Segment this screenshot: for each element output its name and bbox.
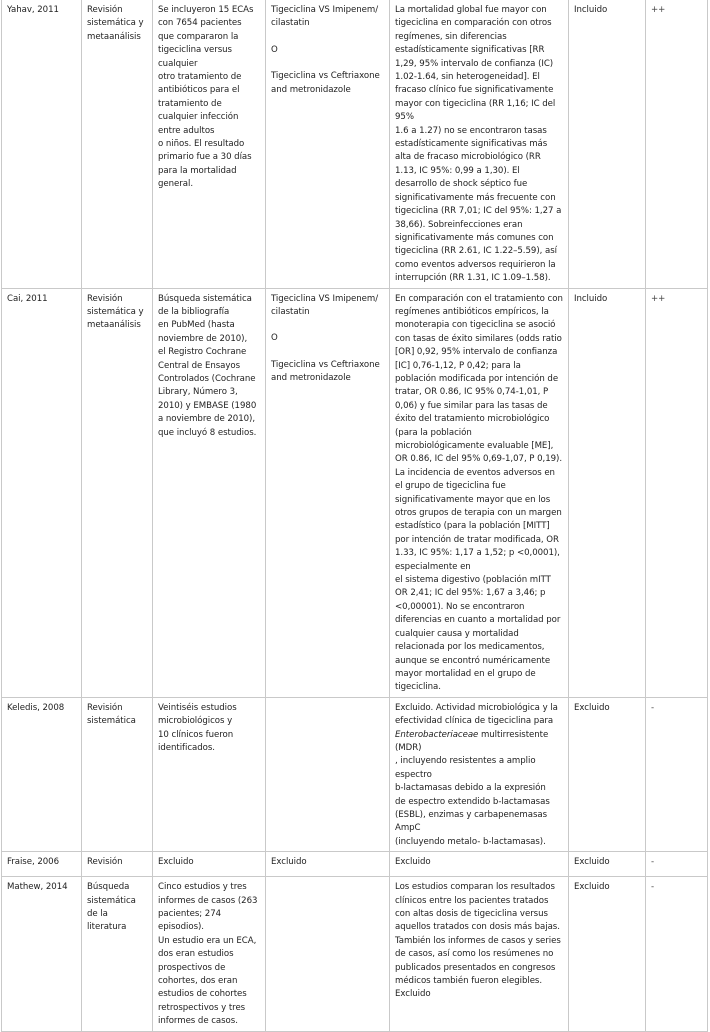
decision-cell: Incluido: [569, 0, 646, 288]
population-cell: Excluido: [153, 852, 266, 877]
study-cell: Mathew, 2014: [2, 877, 82, 1031]
population-cell: Veintiséis estudios microbiológicos y 10 clínicos fueron identificados.: [153, 697, 266, 851]
table-row: [2, 288, 708, 697]
decision-cell: Incluido: [569, 288, 646, 697]
quality-rating-cell: ++: [646, 288, 708, 697]
intervention-separator: O: [271, 44, 278, 55]
intervention-cell: [266, 0, 390, 288]
quality-rating-cell: -: [646, 697, 708, 851]
results-organism-italic: Enterobacteriaceae: [395, 729, 479, 740]
results-cell: [390, 697, 569, 851]
intervention-cell: [266, 877, 390, 1031]
intervention-cell: [266, 288, 390, 697]
intervention-alternative: Tigeciclina vs Ceftriaxone and metronidazole: [271, 71, 380, 95]
intervention-cell: [266, 697, 390, 851]
table-row: [2, 697, 708, 851]
population-cell: Búsqueda sistemática de la bibliografía en PubMed (hasta noviembre de 2010), el Registro Cochrane Central de Ensayos Controlados (Cochrane Library, Número 3, 2010) y EMBASE (1980 a noviembre de 2010), que incluyó 8 estudios.: [153, 288, 266, 697]
table-row: [2, 0, 708, 288]
study-cell: Yahav, 2011: [2, 0, 82, 288]
intervention-primary: Tigeciclina VS Imipenem/ cilastatin: [271, 5, 379, 29]
design-cell: Revisión sistemática y metaanálisis: [82, 0, 153, 288]
quality-rating-cell: -: [646, 877, 708, 1031]
results-text-after: multirresistente (MDR) , incluyendo resistentes a amplio espectro b-lactamasas debido a la expresión de espectro extendido b-lactamasas (ESBL), enzimas y carbapenemasas AmpC (incluyendo metalo- b-lactamasas).: [395, 729, 550, 847]
design-cell: Revisión sistemática y metaanálisis: [82, 288, 153, 697]
population-cell: Cinco estudios y tres informes de casos (263 pacientes; 274 episodios). Un estudio era un ECA, dos eran estudios prospectivos de cohortes, dos eran estudios de cohortes retrospectivos y tres informes de casos.: [153, 877, 266, 1031]
study-cell: Keledis, 2008: [2, 697, 82, 851]
study-cell: Cai, 2011: [2, 288, 82, 697]
design-cell: Revisión sistemática: [82, 697, 153, 851]
intervention-cell: Excluido: [266, 852, 390, 877]
intervention-primary: Tigeciclina VS Imipenem/ cilastatin: [271, 293, 379, 317]
design-cell: Búsqueda sistemática de la literatura: [82, 877, 153, 1031]
quality-rating-cell: ++: [646, 0, 708, 288]
population-cell: Se incluyeron 15 ECAs con 7654 pacientes que compararon la tigeciclina versus cualquier otro tratamiento de antibióticos para el tratamiento de cualquier infección entre adultos o niños. El resultado primario fue a 30 días para la mortalidad general.: [153, 0, 266, 288]
evidence-table: [1, 0, 708, 1032]
results-cell: Los estudios comparan los resultados clínicos entre los pacientes tratados con altas dosis de tigeciclina versus aquellos tratados con dosis más bajas. También los informes de casos y series de casos, así como los resúmenes no publicados presentados en congresos médicos también fueron elegibles. Excluido: [390, 877, 569, 1031]
results-cell: En comparación con el tratamiento con regímenes antibióticos empíricos, la monoterapia con tigeciclina se asoció con tasas de éxito similares (odds ratio [OR] 0,92, 95% intervalo de confianza [IC] 0,76-1,12, P 0,42; para la población modificada por intención de tratar, OR 0.86, IC 95% 0,74-1,01, P 0,06) y fue similar para las tasas de éxito del tratamiento microbiológico (para la población microbiológicamente evaluable [ME], OR 0.86, IC del 95% 0,69-1,07, P 0,19). La incidencia de eventos adversos en el grupo de tigeciclina fue significativamente mayor que en los otros grupos de terapia con un margen estadístico (para la población [MITT] por intención de tratar modificada, OR 1.33, IC 95%: 1,17 a 1,52; p <0,0001), especialmente en el sistema digestivo (población mITT OR 2,41; IC del 95%: 1,67 a 3,46; p <0,00001). No se encontraron diferencias en cuanto a mortalidad por cualquier causa y mortalidad relacionada por los medicamentos, aunque se encontró numéricamente mayor mortalidad en el grupo de tigeciclina.: [390, 288, 569, 697]
decision-cell: Excluido: [569, 697, 646, 851]
study-cell: Fraise, 2006: [2, 852, 82, 877]
results-cell: Excluido: [390, 852, 569, 877]
intervention-separator: O: [271, 333, 278, 344]
table-row: [2, 877, 708, 1031]
table-row: [2, 852, 708, 877]
intervention-alternative: Tigeciclina vs Ceftriaxone and metronidazole: [271, 359, 380, 384]
results-cell: La mortalidad global fue mayor con tigeciclina en comparación con otros regímenes, sin diferencias estadísticamente significativas [RR 1,29, 95% intervalo de confianza (IC) 1.02-1.64, sin heterogeneidad]. El fracaso clínico fue significativamente mayor con tigeciclina (RR 1,16; IC del 95% 1.6 a 1.27) no se encontraron tasas estadísticamente significativas más alta de fracaso microbiológico (RR 1.13, IC 95%: 0,99 a 1,30). El desarrollo de shock séptico fue significativamente más frecuente con tigeciclina (RR 7,01; IC del 95%: 1,27 a 38,66). Sobreinfecciones eran significativamente más comunes con tigeciclina (RR 2.61, IC 1.22–5.59), así como eventos adversos requirieron la interrupción (RR 1.31, IC 1.09–1.58).: [390, 0, 569, 288]
design-cell: Revisión: [82, 852, 153, 877]
decision-cell: Excluido: [569, 877, 646, 1031]
quality-rating-cell: -: [646, 852, 708, 877]
results-text-before: Excluido. Actividad microbiológica y la efectividad clínica de tigeciclina para: [395, 702, 558, 727]
decision-cell: Excluido: [569, 852, 646, 877]
